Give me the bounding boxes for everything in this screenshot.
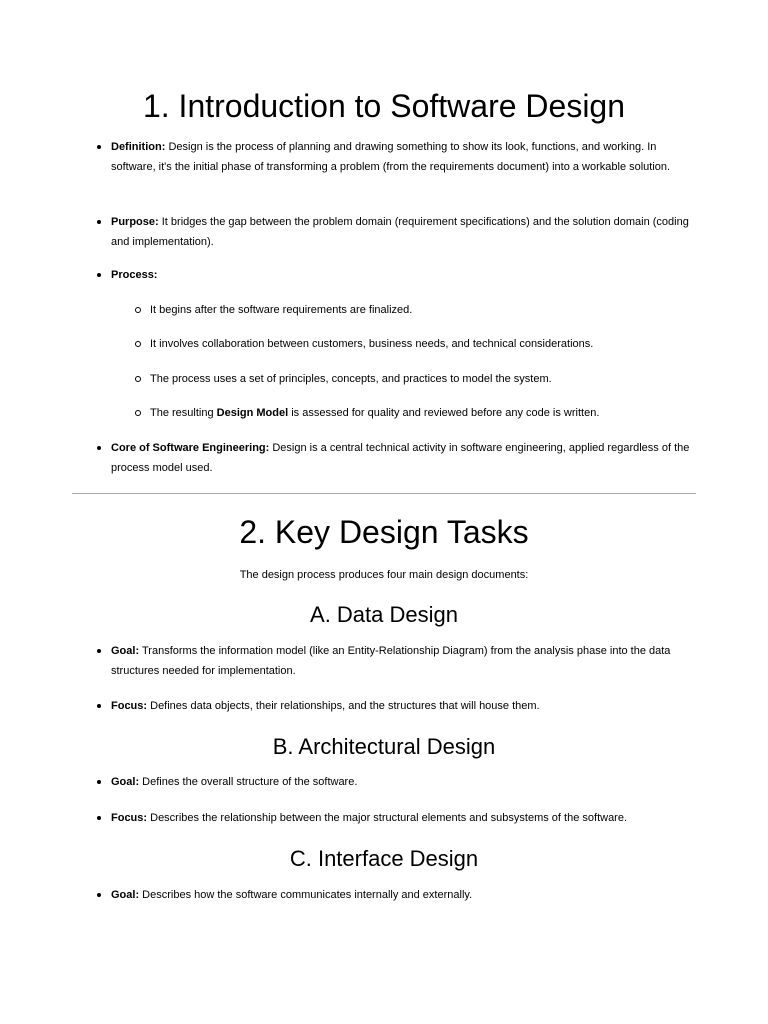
section-1-title: 1. Introduction to Software Design	[142, 88, 626, 124]
goal-text: Transforms the information model (like an Entity-Relationship Diagram) from the analysis phase into the data structures needed for implementation.	[111, 645, 671, 677]
goal-label: Goal:	[111, 889, 140, 901]
definition-item	[111, 137, 693, 177]
section-2-title: 2. Key Design Tasks	[239, 514, 529, 550]
goal-text: Describes how the software communicates internally and externally.	[139, 889, 473, 901]
process-subitem-design-model	[150, 403, 690, 423]
definition-label: Definition:	[111, 141, 166, 153]
data-design-focus-item	[111, 696, 693, 716]
goal-label: Goal:	[111, 776, 140, 788]
process-label: Process:	[111, 269, 158, 281]
focus-label: Focus:	[111, 700, 148, 712]
design-model-bold: Design Model	[216, 407, 289, 419]
focus-text: Describes the relationship between the major structural elements and subsystems of the software.	[147, 812, 628, 824]
section-2-intro: The design process produces four main design documents:	[239, 569, 529, 581]
design-model-post: is assessed for quality and reviewed before any code is written.	[288, 407, 600, 419]
data-design-title: A. Data Design	[310, 602, 458, 627]
process-subitem: The process uses a set of principles, concepts, and practices to model the system.	[150, 369, 690, 389]
interface-design-title: C. Interface Design	[289, 846, 479, 871]
core-item	[111, 438, 693, 478]
design-model-pre: The resulting	[150, 407, 217, 419]
goal-text: Defines the overall structure of the software.	[139, 776, 358, 788]
data-design-goal-item	[111, 641, 693, 681]
section-divider	[72, 493, 696, 494]
architectural-design-focus-item	[111, 808, 693, 828]
process-subitem: It begins after the software requirements are finalized.	[150, 300, 690, 320]
core-label: Core of Software Engineering:	[111, 442, 270, 454]
core-text: Design is a central technical activity in software engineering, applied regardless of the process model used.	[111, 442, 690, 474]
focus-label: Focus:	[111, 812, 148, 824]
purpose-label: Purpose:	[111, 216, 159, 228]
architectural-design-title: B. Architectural Design	[272, 734, 496, 759]
purpose-text: It bridges the gap between the problem domain (requirement specifications) and the solution domain (coding and implementation).	[111, 216, 689, 248]
architectural-design-goal-item	[111, 772, 693, 792]
interface-design-goal-item	[111, 885, 693, 905]
definition-text: Design is the process of planning and drawing something to show its look, functions, and working. In software, it's the initial phase of transforming a problem (from the requirements document) into a workable solution.	[111, 141, 671, 173]
goal-label: Goal:	[111, 645, 140, 657]
process-subitem: It involves collaboration between customers, business needs, and technical considerations.	[150, 334, 690, 354]
focus-text: Defines data objects, their relationships, and the structures that will house them.	[147, 700, 540, 712]
purpose-item	[111, 212, 693, 252]
process-item	[111, 265, 693, 285]
